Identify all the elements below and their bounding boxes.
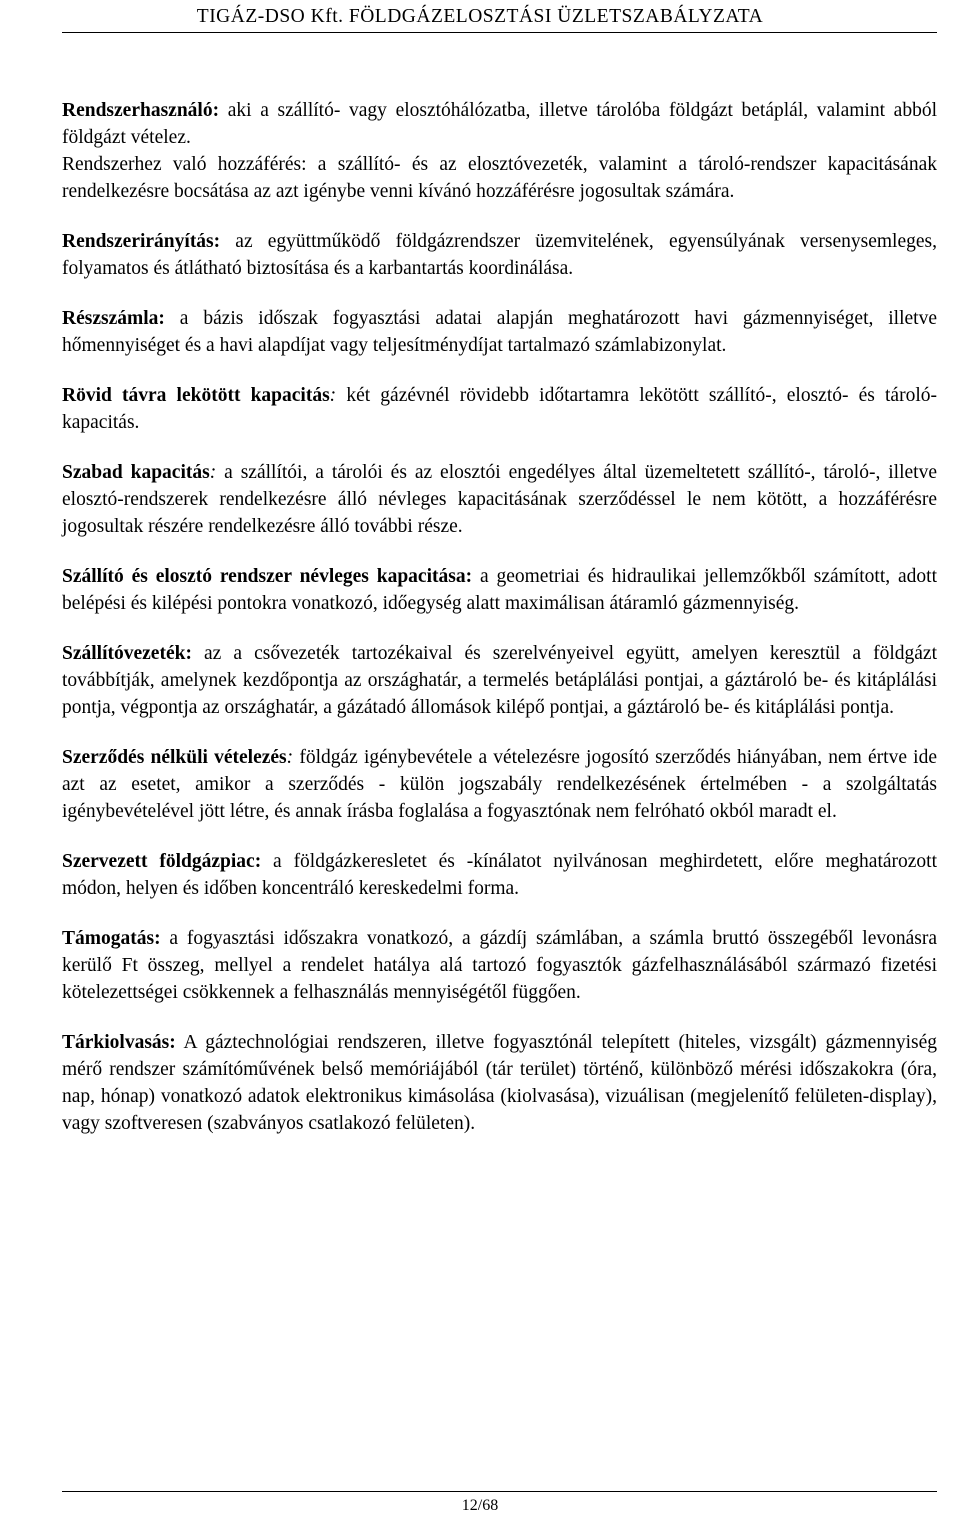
term-colon: : [329,385,337,406]
definition-text: a földgázkeresletet és -kínálatot nyilvánosan meghirdetett, előre meghatározott módon, helyen és időben koncentráló kereskedelmi forma. [62,851,937,899]
definition-rendszeriranyitas [62,228,937,282]
page-header: TIGÁZ-DSO Kft. FÖLDGÁZELOSZTÁSI ÜZLETSZABÁLYZATA [196,6,764,27]
term: Szállító és elosztó rendszer névleges kapacitása: [62,566,473,587]
definition-text: a bázis időszak fogyasztási adatai alapján meghatározott havi gázmennyiséget, illetve hőmennyiséget és a havi alapdíjat vagy teljesítménydíjat tartalmazó számlabizonylat. [62,308,937,356]
definition-text: földgáz igénybevétele a vételezésre jogosító szerződés hiányában, nem értve ide azt az esetet, amikor a szerződés - külön jogszabály rendelkezésének értelmében - a szolgáltatás igénybevételével jött létre, és annak írásba foglalása a fogyasztónak nem felróható okból maradt el. [62,747,937,822]
definition-tamogatas [62,925,937,1006]
definition-szerzodes-nelkuli-vetelezes [62,744,937,825]
definition-text: az együttműködő földgázrendszer üzemvitelének, egyensúlyának versenysemleges, folyamatos és átlátható biztosítása és a karbantartás koordinálása. [62,231,937,279]
definition-text: aki a szállító- vagy elosztóhálózatba, illetve tárolóba földgázt betáplál, valamint abból földgázt vételez. [62,100,937,148]
header-divider [62,32,937,33]
definition-szallitovezetek [62,640,937,721]
term-colon: : [286,747,294,768]
footer-divider [62,1491,937,1492]
term: Részszámla: [62,308,165,329]
definition-reszszamla [62,305,937,359]
definition-tarkiolvasas [62,1029,937,1137]
term: Támogatás: [62,928,161,949]
term: Szabad kapacitás [62,462,210,483]
term: Rendszerhasználó: [62,100,220,121]
definition-text: két gázévnél rövidebb időtartamra lekötött szállító-, elosztó- és tároló-kapacitás. [62,385,937,433]
definitions-list [62,97,937,1137]
definition-text: A gáztechnológiai rendszeren, illetve fogyasztónál telepített (hiteles, vizsgált) gázmennyiség mérő rendszer számítóművének belső memóriájából (tár terület) történő, különböző mérési időszakokra (óra, nap, hónap) vonatkozó adatok elektronikus kimásolása (kiolvasása), vizuálisan (megjelenítő felületen-display), vagy szoftveresen (szabványos csatlakozó felületen). [62,1032,937,1134]
term: Szállítóvezeték: [62,643,192,664]
definition-text: az a csővezeték tartozékaival és szerelvényeivel együtt, amelyen keresztül a földgázt továbbítják, amelynek kezdőpontja az országhatár, a termelés betáplálási pontjai, a gáztároló be- és kitáplálási pontja, végpontja az országhatár, a gázátadó állomások kilépő pontjai, a gáztároló be- és kitáplálási pontja. [62,643,937,718]
definition-szervezett-foldgazpiac [62,848,937,902]
page-number: 12/68 [461,1497,499,1514]
definition-nevleges-kapacitas [62,563,937,617]
term: Tárkiolvasás: [62,1032,176,1053]
definition-text: Rendszerhez való hozzáférés: a szállító- és az elosztóvezeték, valamint a tároló-rendszer kapacitásának rendelkezésre bocsátása az azt igénybe venni kívánó hozzáférésre jogosultak számára. [62,154,937,202]
term: Rendszerirányítás: [62,231,221,252]
term: Rövid távra lekötött kapacitás [62,385,330,406]
definition-text: a szállítói, a tárolói és az elosztói engedélyes által üzemeltetett szállító-, tároló-, illetve elosztó-rendszerek rendelkezésre álló névleges kapacitásának szerződéssel le nem kötött, a hozzáférésre jogosultak részére rendelkezésre álló további része. [62,462,937,537]
term: Szerződés nélküli vételezés [62,747,287,768]
definition-rendszerhasznalo [62,97,937,151]
definition-rendszerhez-valo-hozzaferes [62,151,937,205]
term: Szervezett földgázpiac: [62,851,262,872]
definition-szabad-kapacitas [62,459,937,540]
definition-rovid-tavra-lekotott-kapacitas [62,382,937,436]
definition-text: a fogyasztási időszakra vonatkozó, a gázdíj számlában, a számla bruttó összegéből levonásra kerülő Ft összeg, mellyel a rendelet hatálya alá tartozó fogyasztók gázfelhasználásából származó fizetési kötelezettségei csökkennek a felhasználás mennyiségétől függően. [62,928,937,1003]
term-colon: : [209,462,217,483]
definition-text: a geometriai és hidraulikai jellemzőkből számított, adott belépési és kilépési pontokra vonatkozó, időegység alatt maximálisan átáramló gázmennyiség. [62,566,937,614]
